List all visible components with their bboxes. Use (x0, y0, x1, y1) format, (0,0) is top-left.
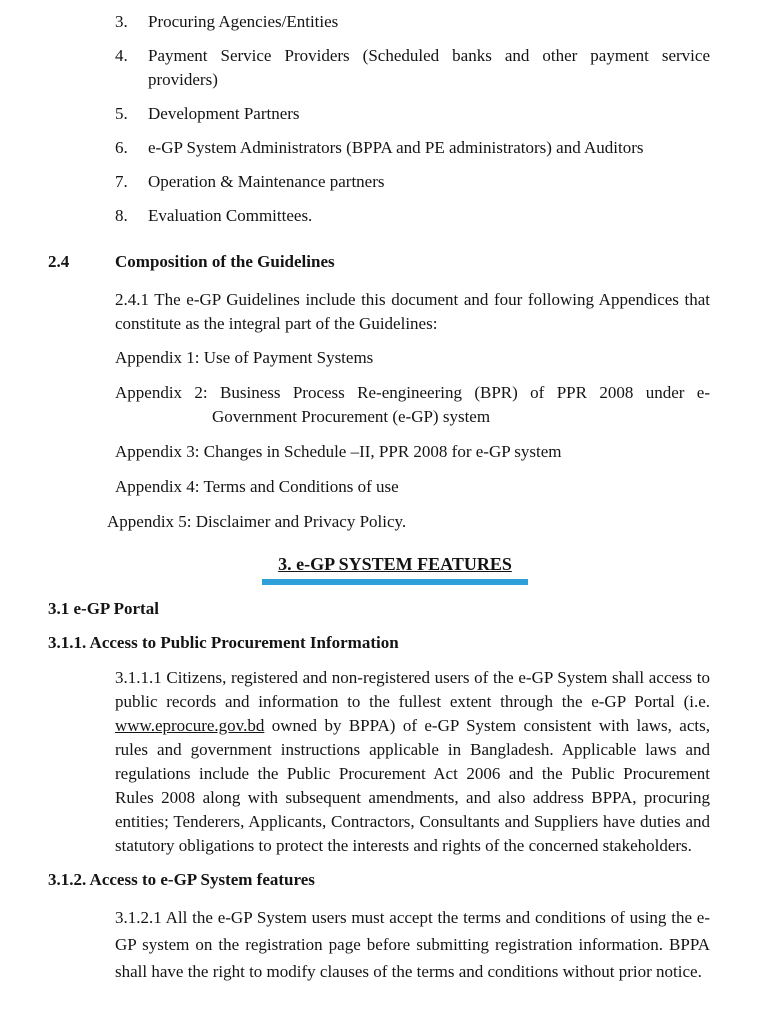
heading-3-1: 3.1 e-GP Portal (48, 599, 159, 618)
paragraph-3-1-1-1-after-link: owned by BPPA) of e-GP System consistent with laws, acts, rules and government instructions applicable in Bangladesh. Applicable laws and regulations include the Public Procurement Act 2006 and the Public Procurement Rules 2008 along with subsequent amendments, and also address BPPA, procuring entities; Tenderers, Applicants, Contractors, Consultants and Suppliers have duties and statutory obligations to protect the interests and rights of the concerned stakeholders. (115, 716, 710, 855)
list-item (115, 136, 710, 160)
list-item (115, 204, 710, 228)
paragraph-3-1-1-1 (115, 666, 710, 858)
section-2-4-title: Composition of the Guidelines (115, 252, 335, 271)
list-item-number: 7. (115, 172, 128, 191)
list-item (115, 10, 710, 34)
appendix-item-3: Appendix 3: Changes in Schedule –II, PPR 2008 for e-GP system (115, 442, 562, 461)
list-item-number: 5. (115, 104, 128, 123)
list-item-number: 6. (115, 138, 128, 157)
section-3-heading: 3. e-GP SYSTEM FEATURES (278, 554, 512, 574)
paragraph-2-4-1: 2.4.1 The e-GP Guidelines include this document and four following Appendices that constitute as the integral part of the Guidelines: (115, 290, 710, 333)
eprocure-link[interactable]: www.eprocure.gov.bd (115, 716, 265, 735)
paragraph-3-1-1-1-before-link: 3.1.1.1 Citizens, registered and non-registered users of the e-GP System shall access to public records and information to the fullest extent through the e-GP Portal (i.e. (115, 668, 710, 711)
list-item (115, 170, 710, 194)
stakeholder-list (115, 10, 710, 228)
list-item-text: Evaluation Committees. (148, 206, 313, 225)
section-2-4-heading (48, 250, 710, 274)
list-item (115, 102, 710, 126)
section-3-heading-block (80, 552, 710, 585)
list-item-text: Operation & Maintenance partners (148, 172, 385, 191)
section-2-4-number: 2.4 (48, 252, 70, 271)
list-item-number: 4. (115, 46, 128, 65)
list-item-number: 8. (115, 206, 128, 225)
list-item (115, 44, 710, 92)
list-item-text: Development Partners (148, 104, 300, 123)
heading-3-1-1: 3.1.1. Access to Public Procurement Information (48, 633, 399, 652)
list-item-text: Procuring Agencies/Entities (148, 12, 339, 31)
list-item-text: Payment Service Providers (Scheduled banks and other payment service providers) (148, 46, 710, 89)
appendix-item-4: Appendix 4: Terms and Conditions of use (115, 477, 399, 496)
appendix-item-5: Appendix 5: Disclaimer and Privacy Policy. (107, 512, 407, 531)
heading-accent-bar (262, 579, 528, 585)
heading-3-1-2: 3.1.2. Access to e-GP System features (48, 870, 315, 889)
appendix-item-1: Appendix 1: Use of Payment Systems (115, 348, 374, 367)
paragraph-3-1-2-1: 3.1.2.1 All the e-GP System users must accept the terms and conditions of using the e-GP system on the registration page before submitting registration information. BPPA shall have the right to modify clauses of the terms and conditions without prior notice. (115, 908, 710, 981)
list-item-text: e-GP System Administrators (BPPA and PE administrators) and Auditors (148, 138, 644, 157)
appendix-item-2: Appendix 2: Business Process Re-engineering (BPR) of PPR 2008 under e-Government Procurement (e-GP) system (115, 383, 710, 426)
list-item-number: 3. (115, 12, 128, 31)
